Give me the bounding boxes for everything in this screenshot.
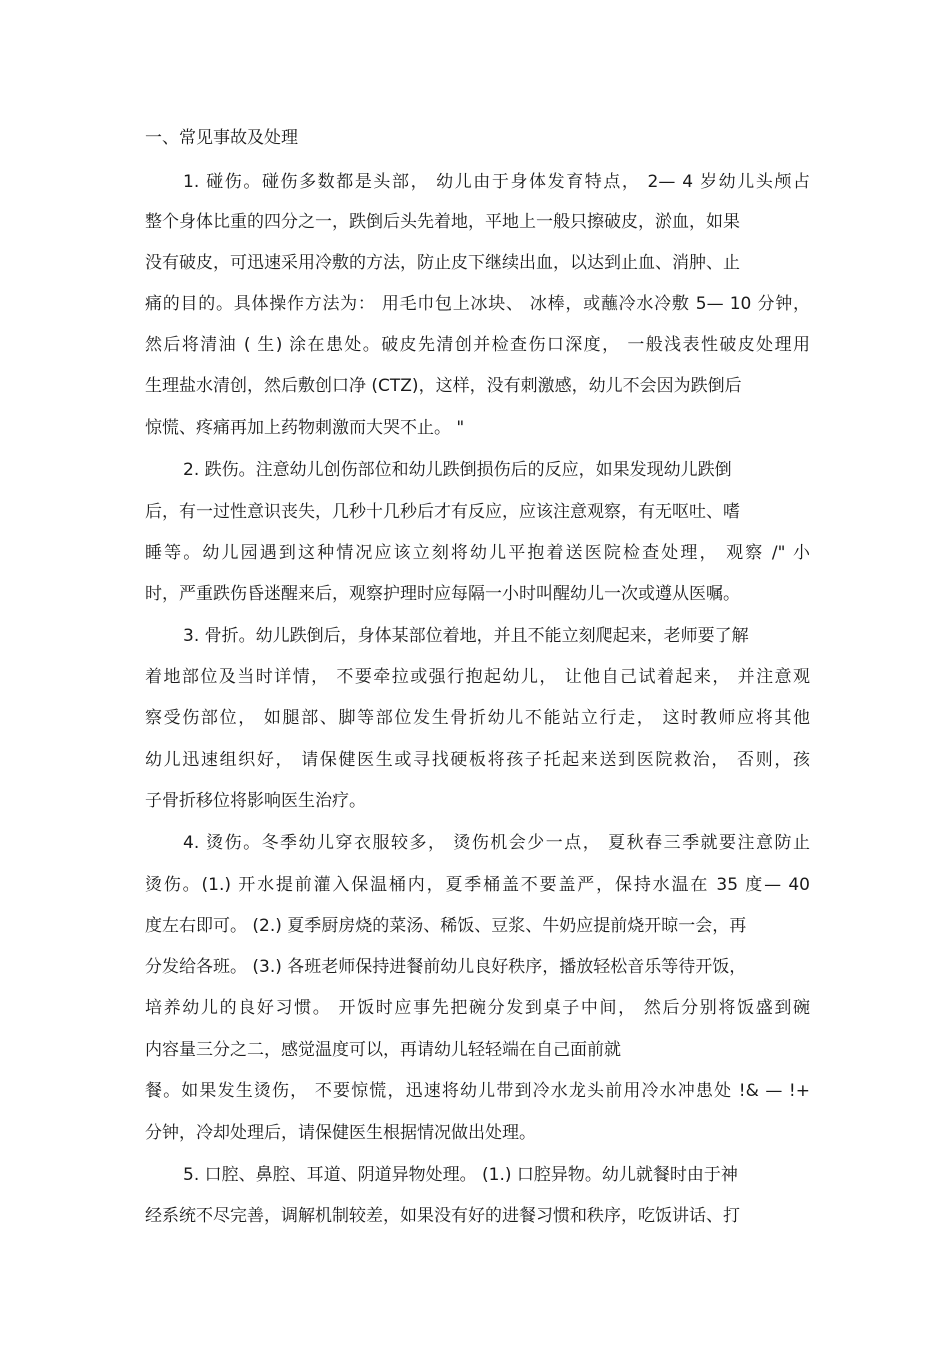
text-line: 内容量三分之二，感觉温度可以，再请幼儿轻轻端在自己面前就 bbox=[145, 1040, 621, 1060]
text-line: 经系统不尽完善，调解机制较差，如果没有好的进餐习惯和秩序，吃饭讲话、打 bbox=[145, 1206, 740, 1226]
text-line: 5. 口腔、鼻腔、耳道、阴道异物处理。 (1.) 口腔异物。幼儿就餐时由于神 bbox=[183, 1165, 738, 1185]
text-line: 培养幼儿的良好习惯。 开饭时应事先把碗分发到桌子中间， 然后分别将饭盛到碗 bbox=[145, 998, 810, 1018]
text-line: 1. 碰伤。碰伤多数都是头部， 幼儿由于身体发育特点， 2— 4 岁幼儿头颅占 bbox=[183, 172, 810, 192]
text-line: 察受伤部位， 如腿部、脚等部位发生骨折幼儿不能站立行走， 这时教师应将其他 bbox=[145, 708, 810, 728]
text-line: 睡等。幼儿园遇到这种情况应该立刻将幼儿平抱着送医院检查处理， 观察 /" 小 bbox=[145, 543, 810, 563]
text-line: 子骨折移位将影响医生治疗。 bbox=[145, 791, 366, 811]
text-line: 2. 跌伤。注意幼儿创伤部位和幼儿跌倒损伤后的反应，如果发现幼儿跌倒 bbox=[183, 460, 732, 480]
text-line: 着地部位及当时详情， 不要牵拉或强行抱起幼儿， 让他自己试着起来， 并注意观 bbox=[145, 667, 810, 687]
text-line: 整个身体比重的四分之一，跌倒后头先着地，平地上一般只擦破皮，淤血，如果 bbox=[145, 212, 740, 232]
text-line: 生理盐水清创，然后敷创口净 (CTZ)，这样，没有刺激感，幼儿不会因为跌倒后 bbox=[145, 376, 742, 396]
text-line: 然后将清油 ( 生) 涂在患处。破皮先清创并检查伤口深度， 一般浅表性破皮处理用 bbox=[145, 335, 810, 355]
text-line: 后，有一过性意识丧失，几秒十几秒后才有反应，应该注意观察，有无呕吐、嗜 bbox=[145, 502, 740, 522]
text-line: 幼儿迅速组织好， 请保健医生或寻找硬板将孩子托起来送到医院救治， 否则，孩 bbox=[145, 750, 810, 770]
text-line: 惊慌、疼痛再加上药物刺激而大哭不止。 " bbox=[145, 418, 465, 438]
text-line: 餐。如果发生烫伤， 不要惊慌，迅速将幼儿带到冷水龙头前用冷水冲患处 !& — !+ bbox=[145, 1081, 810, 1101]
text-line: 4. 烫伤。冬季幼儿穿衣服较多， 烫伤机会少一点， 夏秋春三季就要注意防止 bbox=[183, 833, 810, 853]
text-line: 没有破皮，可迅速采用冷敷的方法，防止皮下继续出血，以达到止血、消肿、止 bbox=[145, 253, 740, 273]
text-line: 度左右即可。 (2.) 夏季厨房烧的菜汤、稀饭、豆浆、牛奶应提前烧开晾一会，再 bbox=[145, 916, 747, 936]
section-heading: 一、常见事故及处理 bbox=[145, 128, 298, 148]
text-line: 痛的目的。具体操作方法为： 用毛巾包上冰块、 冰棒，或蘸冷水冷敷 5— 10 分钟， bbox=[145, 294, 810, 314]
text-line: 时，严重跌伤昏迷醒来后，观察护理时应每隔一小时叫醒幼儿一次或遵从医嘱。 bbox=[145, 584, 740, 604]
text-line: 分钟，冷却处理后，请保健医生根据情况做出处理。 bbox=[145, 1123, 536, 1143]
text-line: 烫伤。(1.) 开水提前灌入保温桶内，夏季桶盖不要盖严，保持水温在 35 度— 40 bbox=[145, 875, 810, 895]
text-line: 分发给各班。 (3.) 各班老师保持进餐前幼儿良好秩序，播放轻松音乐等待开饭， bbox=[145, 957, 747, 977]
text-line: 3. 骨折。幼儿跌倒后，身体某部位着地，并且不能立刻爬起来，老师要了解 bbox=[183, 626, 749, 646]
